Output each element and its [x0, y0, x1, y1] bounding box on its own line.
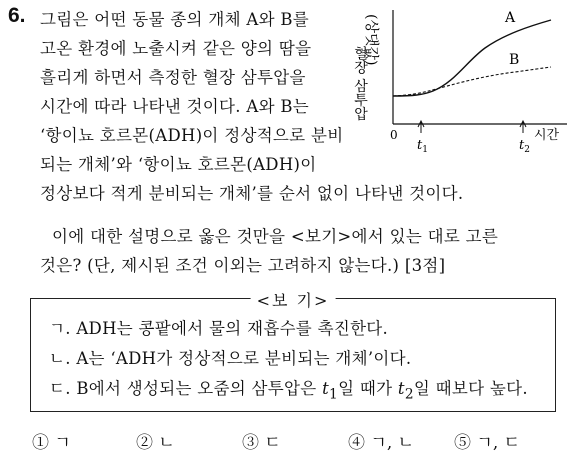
bogi-marker: ㄱ. [49, 319, 71, 338]
t1-label: $t_1$ [417, 138, 428, 155]
stem-line-7: 정상보다 적게 분비되는 개체’를 순서 없이 나타낸 것이다. [40, 184, 464, 203]
ylabel-main: 혈장 삼투압 [352, 46, 368, 121]
stem-line-6: 되는 개체’와 ‘항이뇨 호르몬(ADH)이 [40, 155, 317, 174]
answer-choices [30, 428, 570, 453]
bogi-box [30, 291, 556, 412]
stem-line-2: 고온 환경에 노출시켜 같은 양의 땀을 [40, 39, 312, 58]
series-a-label: A [505, 10, 516, 26]
bogi-text: 일 때보다 높다. [413, 379, 528, 398]
stem-line-4: 시간에 따라 나타낸 것이다. A와 B는 [40, 97, 310, 116]
series-b-line [393, 67, 551, 96]
series-a-line [393, 20, 551, 96]
bogi-text: A는 ‘ADH가 정상적으로 분비되는 개체’이다. [76, 349, 412, 368]
question-number: 6. [8, 4, 26, 27]
choice-1[interactable]: ① ㄱ [32, 433, 71, 453]
bogi-title: <보 기> [251, 288, 336, 311]
bogi-item-1 [49, 315, 388, 339]
ylabel-paren: (상댓값) [363, 14, 379, 66]
bogi-item-2 [49, 345, 411, 369]
choice-2[interactable]: ② ㄴ [136, 433, 175, 453]
t1-var: t [322, 379, 329, 398]
choice-5[interactable]: ⑤ ㄱ, ㄷ [454, 433, 521, 453]
t2-var: t [397, 379, 405, 398]
stem-line-3: 흘리게 하면서 측정한 혈장 삼투압을 [40, 68, 306, 87]
prompt-line-1: 이에 대한 설명으로 옳은 것만을 <보기>에서 있는 대로 고른 [52, 227, 499, 246]
xlabel: 시간 [534, 128, 560, 143]
stem-line-1: 그림은 어떤 동물 종의 개체 A와 B를 [40, 10, 310, 29]
osmolarity-graph [352, 6, 571, 156]
choice-4[interactable]: ④ ㄱ, ㄴ [348, 433, 415, 453]
t1-sub: 1 [329, 386, 339, 403]
choice-3[interactable]: ③ ㄷ [242, 433, 281, 453]
bogi-marker: ㄷ. [49, 379, 71, 398]
stem-line-5: ‘항이뇨 호르몬(ADH)이 정상적으로 분비 [40, 126, 344, 145]
bogi-marker: ㄴ. [49, 349, 71, 368]
prompt-line-2: 것은? (단, 제시된 조건 이외는 고려하지 않는다.) [3점] [40, 256, 446, 275]
t2-label: $t_2$ [519, 138, 530, 155]
bogi-item-3 [49, 375, 528, 402]
bogi-text: 일 때가 [338, 379, 398, 398]
t2-sub: 2 [404, 386, 414, 403]
bogi-text: B에서 생성되는 오줌의 삼투압은 [76, 379, 323, 398]
bogi-text: ADH는 콩팥에서 물의 재흡수를 촉진한다. [76, 319, 389, 338]
origin-label: 0 [390, 128, 398, 142]
series-b-label: B [509, 52, 520, 68]
